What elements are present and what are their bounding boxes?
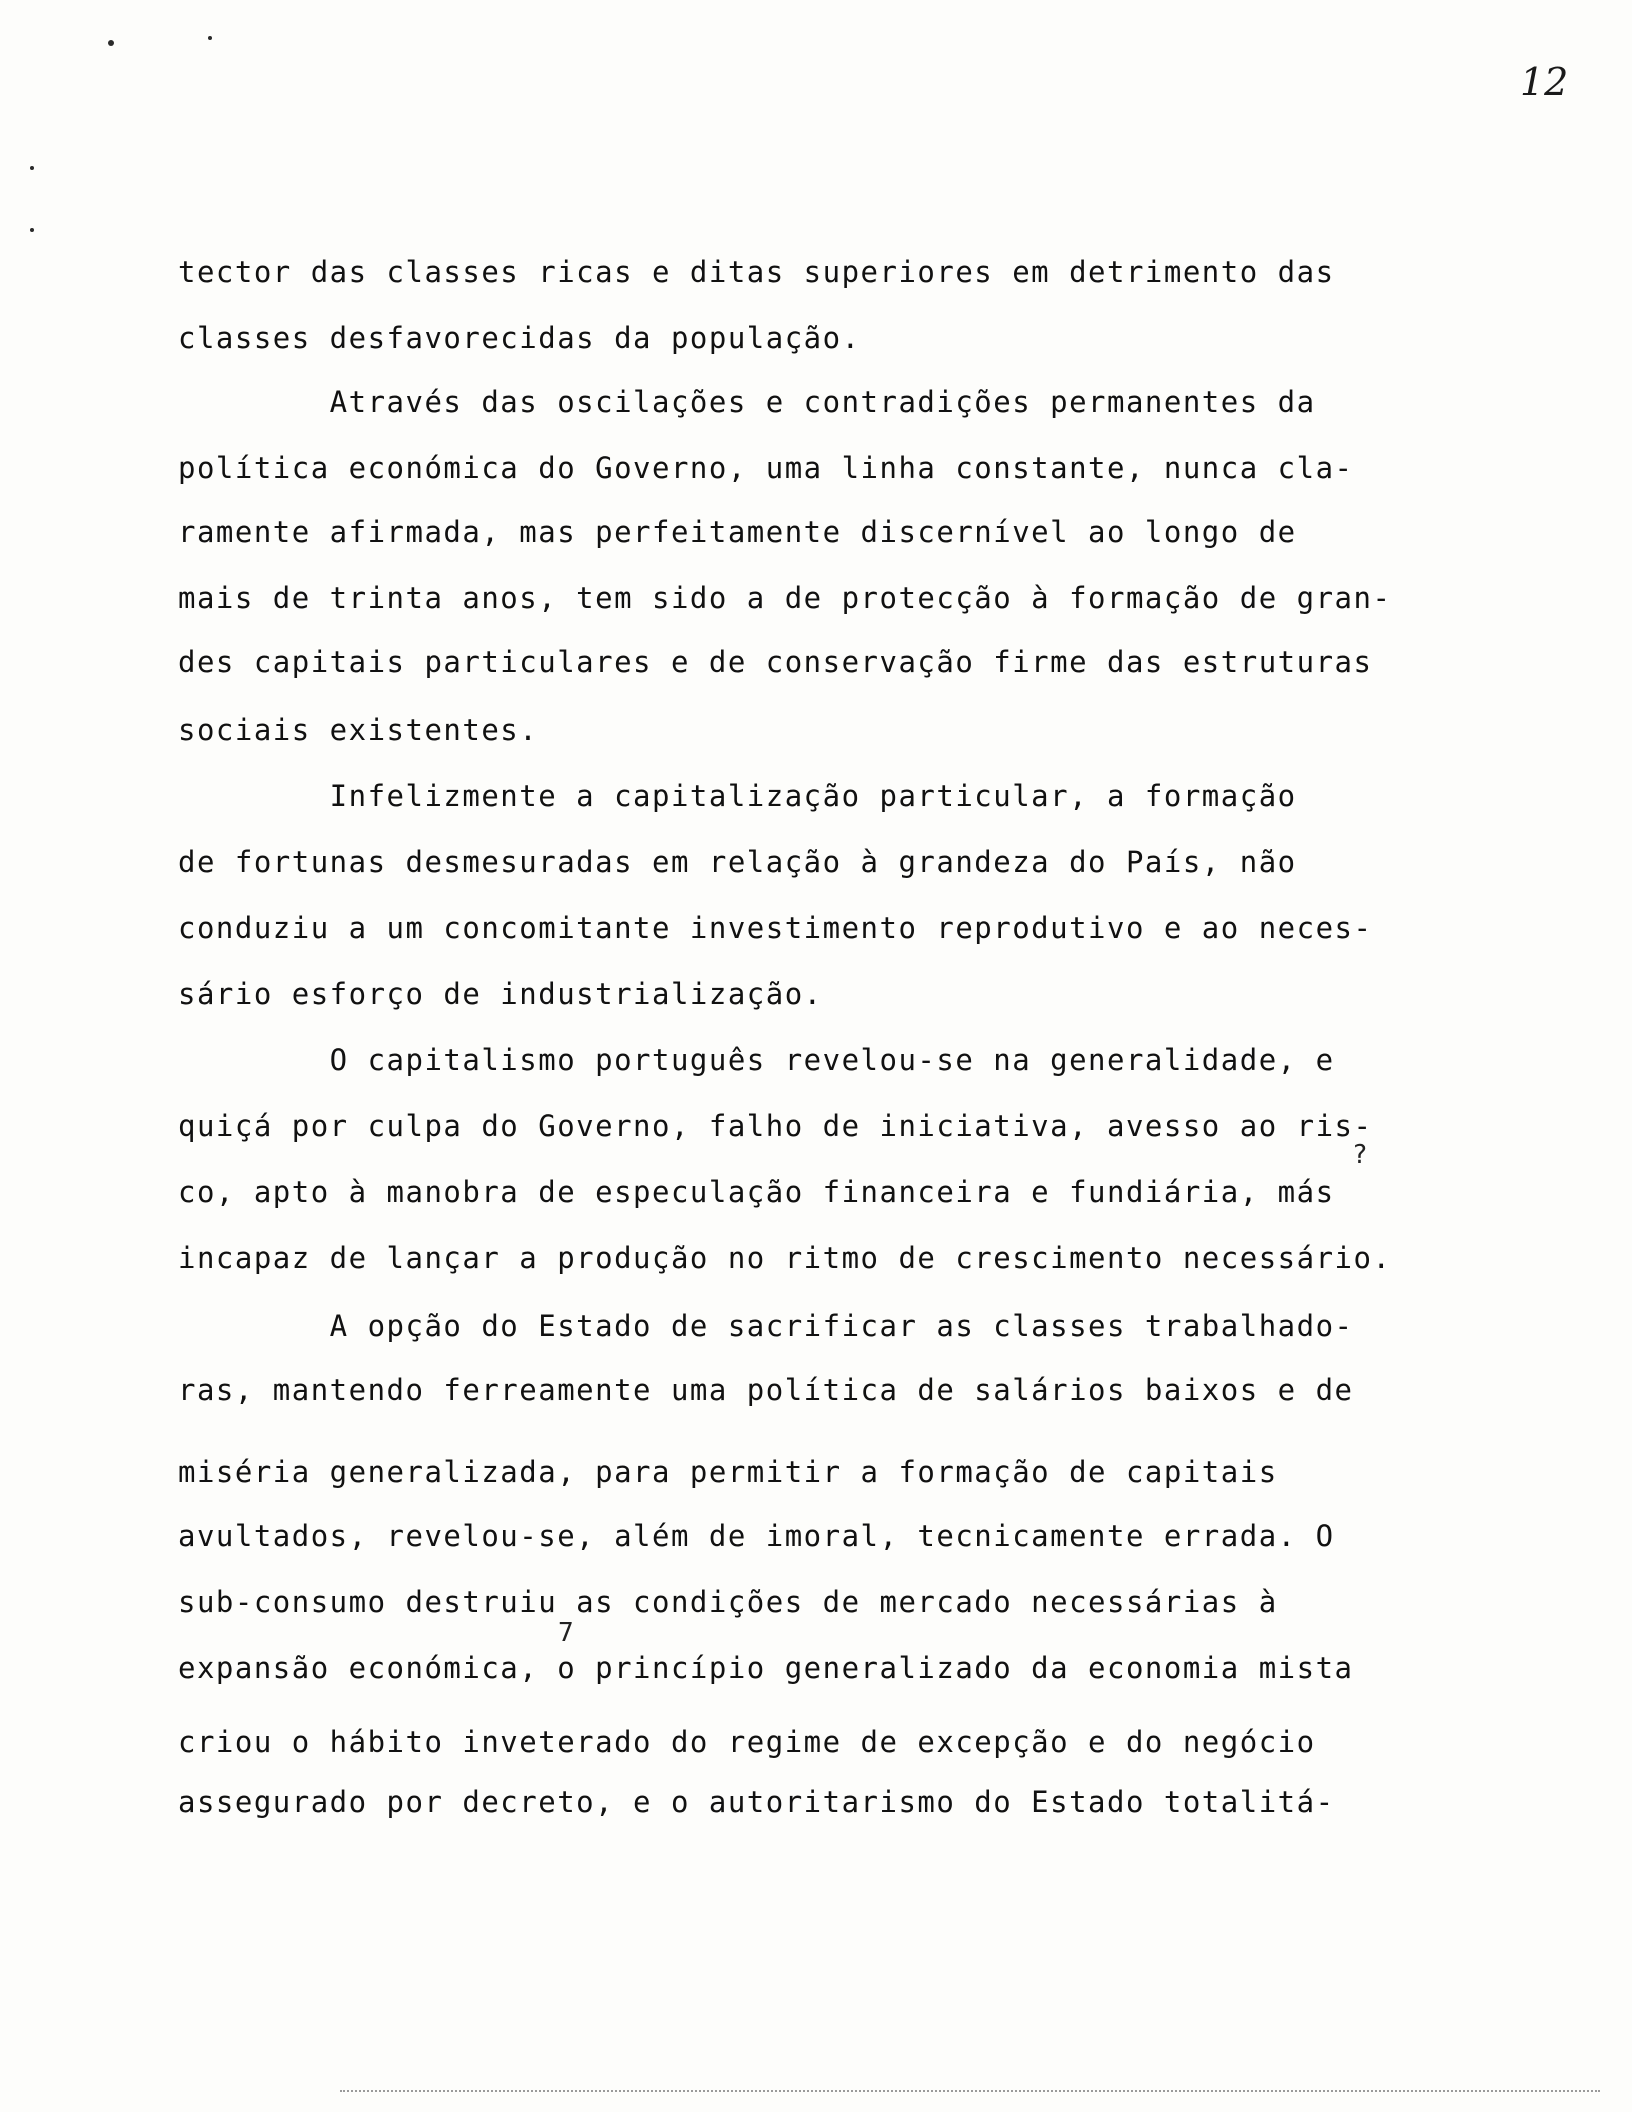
text-line: criou o hábito inveterado do regime de excepção e do negócio	[178, 1725, 1316, 1759]
handwritten-mark: 7	[558, 1618, 574, 1648]
text-line: política económica do Governo, uma linha constante, nunca cla-	[178, 451, 1354, 485]
text-line: sociais existentes.	[178, 713, 539, 747]
text-line: quiçá por culpa do Governo, falho de iniciativa, avesso ao ris-	[178, 1109, 1373, 1143]
scan-edge-line	[340, 2090, 1600, 2092]
handwritten-mark: ?	[1352, 1140, 1368, 1170]
text-line: Infelizmente a capitalização particular, a formação	[178, 779, 1297, 813]
text-line: ramente afirmada, mas perfeitamente discernível ao longo de	[178, 515, 1297, 549]
text-line: conduziu a um concomitante investimento reprodutivo e ao neces-	[178, 911, 1373, 945]
text-line: assegurado por decreto, e o autoritarismo do Estado totalitá-	[178, 1785, 1335, 1819]
scan-speck	[108, 40, 114, 46]
text-line: ras, mantendo ferreamente uma política de salários baixos e de	[178, 1373, 1354, 1407]
page-number: 12	[1520, 60, 1569, 104]
text-line: des capitais particulares e de conservação firme das estruturas	[178, 645, 1373, 679]
scan-speck	[30, 228, 34, 232]
text-line: sub-consumo destruiu as condições de mercado necessárias à	[178, 1585, 1278, 1619]
text-line: miséria generalizada, para permitir a formação de capitais	[178, 1455, 1278, 1489]
text-line: A opção do Estado de sacrificar as classes trabalhado-	[178, 1309, 1354, 1343]
scan-speck	[208, 36, 212, 40]
scan-speck	[30, 166, 34, 170]
text-line: incapaz de lançar a produção no ritmo de crescimento necessário.	[178, 1241, 1392, 1275]
text-line: mais de trinta anos, tem sido a de protecção à formação de gran-	[178, 581, 1392, 615]
text-line: avultados, revelou-se, além de imoral, tecnicamente errada. O	[178, 1519, 1335, 1553]
text-line: classes desfavorecidas da população.	[178, 321, 861, 355]
text-line: tector das classes ricas e ditas superiores em detrimento das	[178, 255, 1335, 289]
text-line: sário esforço de industrialização.	[178, 977, 823, 1011]
text-line: O capitalismo português revelou-se na generalidade, e	[178, 1043, 1335, 1077]
text-line: Através das oscilações e contradições permanentes da	[178, 385, 1316, 419]
text-line: expansão económica, o princípio generalizado da economia mista	[178, 1651, 1354, 1685]
text-line: co, apto à manobra de especulação financeira e fundiária, más	[178, 1175, 1335, 1209]
text-line: de fortunas desmesuradas em relação à grandeza do País, não	[178, 845, 1297, 879]
